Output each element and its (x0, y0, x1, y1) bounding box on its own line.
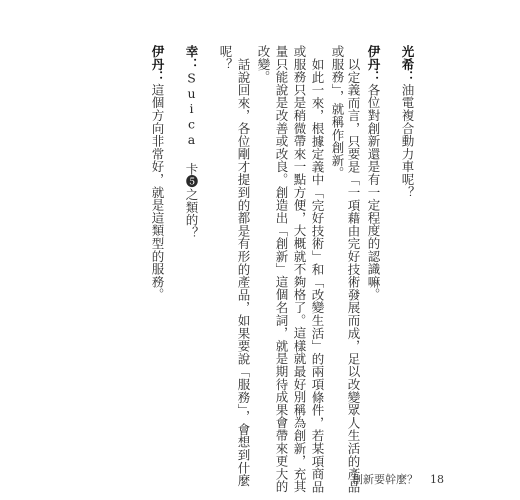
dialogue-line-12 (150, 45, 164, 301)
body-text: 呢？ (218, 45, 233, 71)
body-text: 話說回來，各位剛才提到的都是有形的產品，如果要說「服務」，會想到什麼 (236, 58, 251, 487)
dialogue-line-1 (400, 45, 414, 199)
body-line-7 (274, 45, 288, 493)
body-text: 改變。 (256, 45, 271, 84)
body-text: 如此一來，根據定義中「完好技術」和「改變生活」的兩項條件，若某項商品 (310, 58, 325, 494)
body-line-6 (292, 45, 306, 493)
body-text: 或服務只是稍微帶來一點方便，大概就不夠格了。這樣就最好別稱為創新，充其 (292, 45, 307, 493)
page-footer (352, 471, 456, 487)
body-text: 量只能說是改善或改良。創造出「創新」這個名詞，就是期待成果會帶來更大的 (274, 45, 289, 493)
dialogue-text: 各位對創新還是有一定程度的認識嘛。 (366, 83, 381, 302)
dialogue-text: 這個方向非常好，就是這類型的服務。 (150, 83, 165, 302)
body-text: 或服務」，就稱作創新。 (330, 45, 345, 180)
body-text: 以定義而言，只要是「一項藉由完好技術發展而成，足以改變眾人生活的產品 (346, 58, 361, 494)
speaker-name: 幸： (184, 45, 199, 71)
body-line-3 (346, 58, 360, 493)
dialogue-text: Suica 卡❺之類的？ (184, 70, 199, 240)
speaker-name: 光希： (400, 45, 415, 84)
body-line-8 (256, 45, 270, 83)
body-line-10 (218, 45, 232, 71)
body-line-9 (236, 58, 250, 487)
speaker-name: 伊丹： (366, 45, 381, 84)
dialogue-line-11 (184, 45, 198, 239)
page-number: 18 (430, 473, 444, 486)
body-line-5 (310, 58, 324, 493)
dialogue-line-2 (366, 45, 380, 301)
dialogue-text: 油電複合動力車呢？ (400, 83, 415, 199)
speaker-name: 伊丹： (150, 45, 165, 84)
running-title: 創新要幹麼？ (352, 473, 418, 486)
body-line-4 (330, 45, 344, 180)
